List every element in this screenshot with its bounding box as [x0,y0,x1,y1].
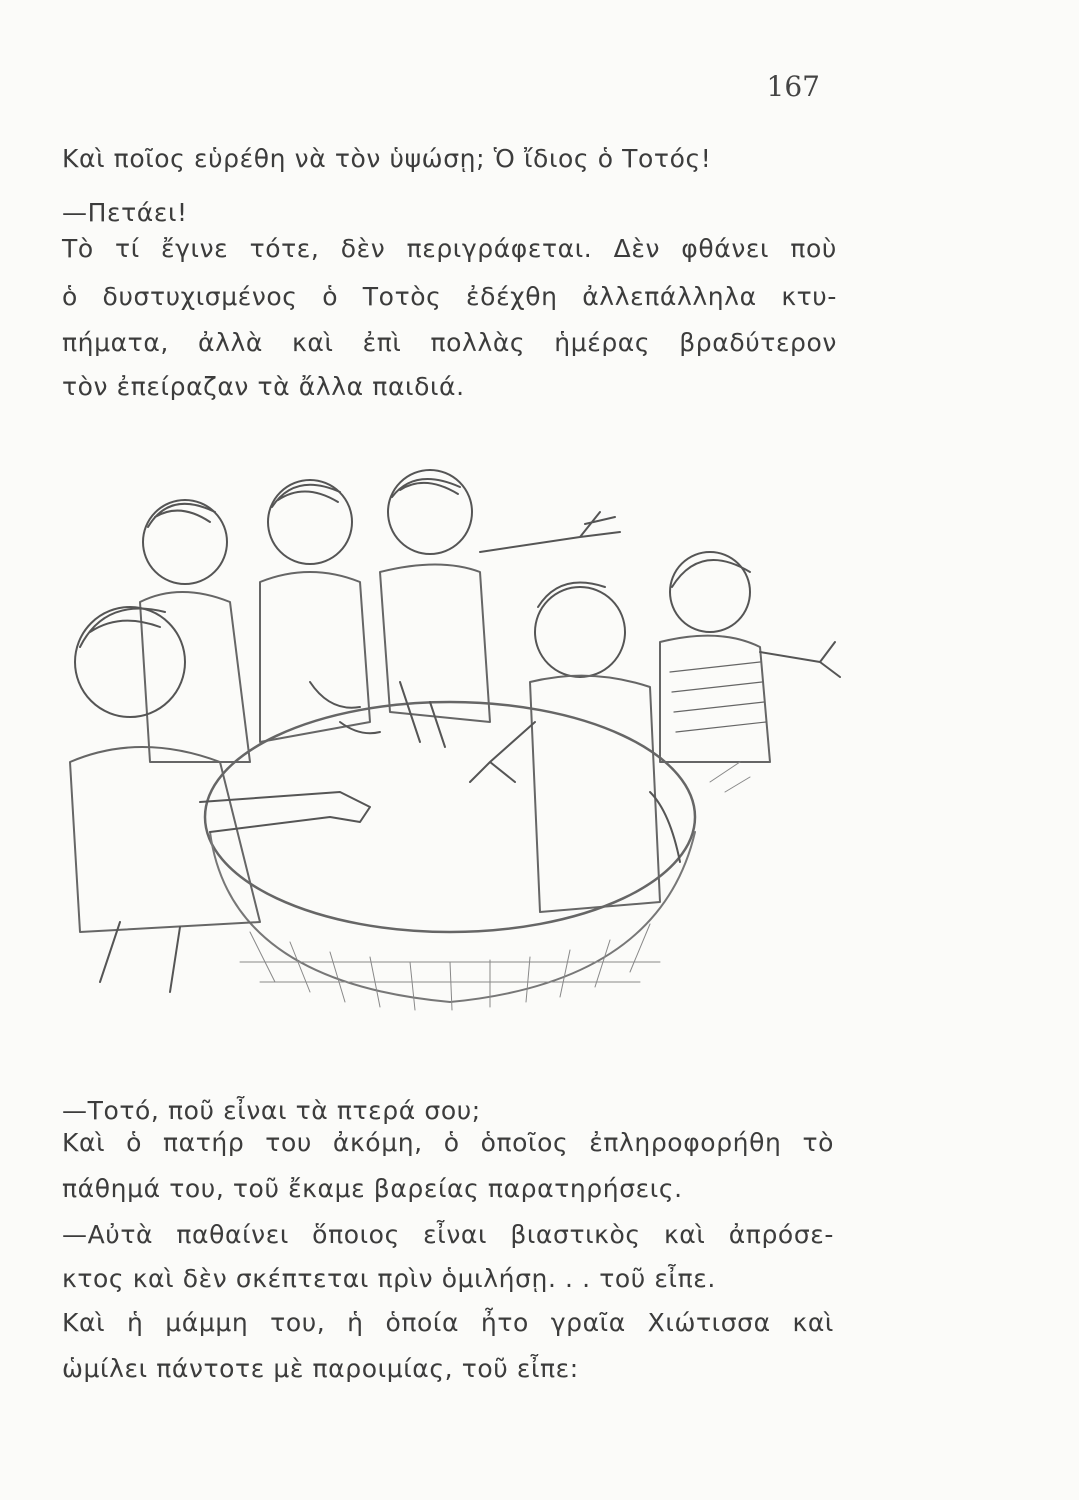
text-line: τὸν ἐπείραζαν τὰ ἄλλα παιδιά. [62,372,465,401]
children-around-table-illustration [60,462,850,1052]
text-line: πάθημά του, τοῦ ἔκαμε βαρείας παρατηρήσεις. [62,1174,683,1203]
text-line: ὁ δυστυχισμένος ὁ Τοτὸς ἐδέχθη ἀλλεπάλληλα κτυ- [62,282,837,311]
text-line: —Αὐτὰ παθαίνει ὅποιος εἶναι βιαστικὸς καὶ ἀπρόσε- [62,1220,834,1249]
text-line: Καὶ ὁ πατήρ του ἀκόμη, ὁ ὁποῖος ἐπληροφορήθη τὸ [62,1128,834,1157]
text-line: —Πετάει! [62,198,188,227]
text-line: κτος καὶ δὲν σκέπτεται πρὶν ὁμιλήσῃ. . . τοῦ εἶπε. [62,1264,716,1293]
text-line: ὡμίλει πάντοτε μὲ παροιμίας, τοῦ εἶπε: [62,1354,579,1383]
text-line: Καὶ ἡ μάμμη του, ἡ ὁποία ἦτο γραῖα Χιώτισσα καὶ [62,1308,834,1337]
text-line: Καὶ ποῖος εὑρέθη νὰ τὸν ὑψώσῃ; Ὁ ἴδιος ὁ Τοτός! [62,144,712,173]
text-line: —Τοτό, ποῦ εἶναι τὰ πτερά σου; [62,1096,481,1125]
text-line: πήματα, ἀλλὰ καὶ ἐπὶ πολλὰς ἡμέρας βραδύτερον [62,328,837,357]
text-line: Τὸ τί ἔγινε τότε, δὲν περιγράφεται. Δὲν φθάνει ποὺ [62,234,837,263]
page-number: 167 [766,70,820,103]
